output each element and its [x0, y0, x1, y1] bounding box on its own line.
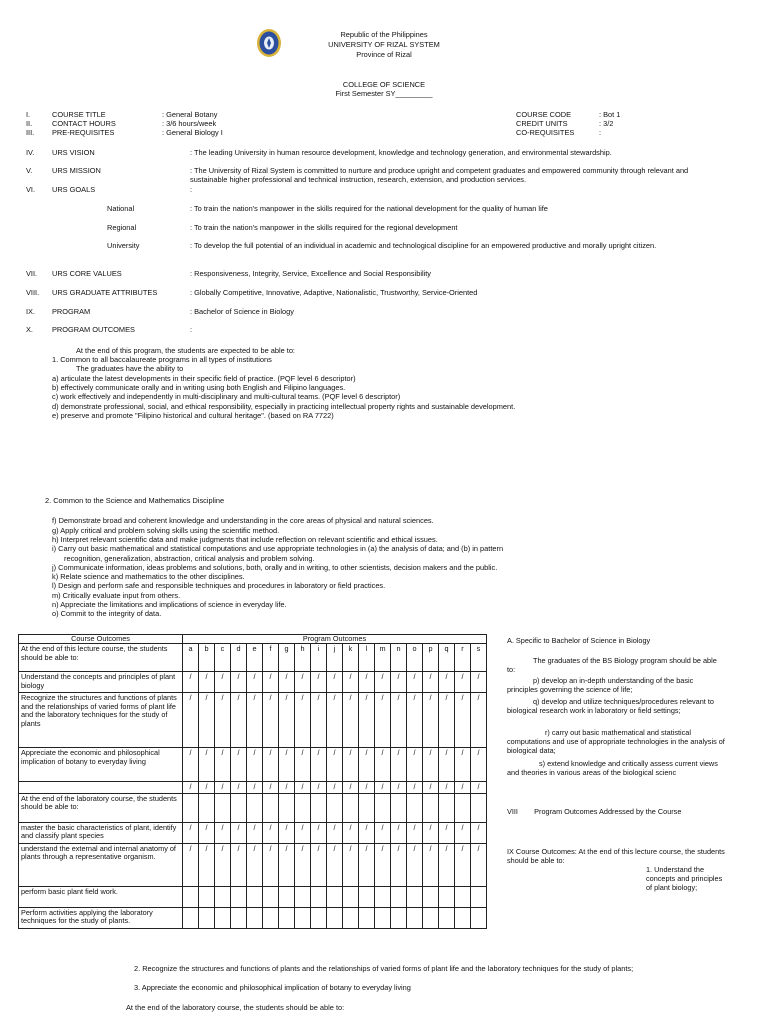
outcome-cell [263, 793, 279, 822]
header-province: Province of Rizal [356, 50, 412, 59]
outcome-cell [231, 886, 247, 907]
goal-national-label: National [107, 204, 135, 213]
outcome-mark: / [391, 782, 407, 793]
section-viii: VIII Program Outcomes Addressed by the Course [507, 807, 682, 816]
vision-label: URS VISION [52, 148, 95, 157]
outcome-mark: / [359, 693, 375, 748]
outcome-mark: / [231, 822, 247, 843]
row-number: II. [26, 119, 33, 128]
program-outcomes-value: : [190, 325, 193, 334]
outcome-mark: / [215, 693, 231, 748]
outcome-mark: / [439, 843, 455, 886]
outcome-item: b) effectively communicate orally and in writing using both English and Filipino languages. [52, 383, 346, 392]
outcome-mark: / [455, 843, 471, 886]
goal-regional-value: : To train the nation's manpower in the skills required for the regional development [190, 223, 458, 232]
outcome-mark: / [247, 843, 263, 886]
program-outcome-letter: j [327, 644, 343, 672]
outcome-mark: / [215, 822, 231, 843]
outcome-mark: / [439, 748, 455, 782]
outcome-mark: / [391, 693, 407, 748]
outcome-cell [359, 886, 375, 907]
outcome-mark: / [375, 693, 391, 748]
program-outcome-letter: o [407, 644, 423, 672]
outcome-mark: / [183, 822, 199, 843]
outcome-mark: / [391, 822, 407, 843]
outcome-mark: / [359, 843, 375, 886]
row-number: IV. [26, 148, 35, 157]
program-outcome-letter: p [423, 644, 439, 672]
outcome-mark: / [247, 822, 263, 843]
outcome-cell [295, 793, 311, 822]
outcome-mark: / [215, 843, 231, 886]
outcome-mark: / [471, 782, 487, 793]
program-outcome-letter: i [311, 644, 327, 672]
outcome-mark: / [295, 672, 311, 693]
outcome-item: f) Demonstrate broad and coherent knowledge and understanding in the core areas of physical and natural sciences. [52, 516, 434, 525]
outcome-mark: / [231, 672, 247, 693]
outcome-mark: / [375, 672, 391, 693]
outcome-mark: / [279, 693, 295, 748]
outcome-item: j) Communicate information, ideas problems and solutions, both, orally and in writing, to other scientists, decision makers and the public. [52, 563, 498, 572]
outcome-mark: / [199, 822, 215, 843]
outcome-mark: / [279, 748, 295, 782]
table-row [19, 748, 487, 782]
row-number: I. [26, 110, 31, 119]
outcome-cell [375, 793, 391, 822]
credit-units-value: : 3/2 [599, 119, 614, 128]
table-row [19, 822, 487, 843]
vision-value: : The leading University in human resource development, knowledge and technology generation, and environmental stewardship. [190, 148, 612, 157]
program-outcomes-label: PROGRAM OUTCOMES [52, 325, 135, 334]
table-row [19, 843, 487, 886]
outcome-cell [327, 886, 343, 907]
outcome-cell [455, 886, 471, 907]
course-outcome-cell: understand the external and internal anatomy of plants through a representative organism. [19, 843, 183, 886]
course-outcomes-table [18, 634, 487, 929]
bs-biology-intro: The graduates of the BS Biology program should be able to: [507, 656, 717, 675]
program-outcome-letter: k [343, 644, 359, 672]
outcome-mark: / [327, 822, 343, 843]
outcome-mark: / [311, 748, 327, 782]
outcome-item: g) Apply critical and problem solving skills using the scientific method. [52, 526, 280, 535]
outcome-mark: / [423, 748, 439, 782]
outcome-cell [375, 907, 391, 928]
contact-hours-label: CONTACT HOURS [52, 119, 116, 128]
outcome-mark: / [327, 672, 343, 693]
outcome-mark: / [327, 748, 343, 782]
outcome-mark: / [311, 843, 327, 886]
program-value: : Bachelor of Science in Biology [190, 307, 294, 316]
outcome-mark: / [391, 843, 407, 886]
bs-biology-heading: A. Specific to Bachelor of Science in Biology [507, 636, 651, 645]
course-outcome-cell: At the end of this lecture course, the students should be able to: [19, 644, 183, 672]
outcome-cell [407, 886, 423, 907]
row-number: VII. [26, 269, 38, 278]
goal-university-label: University [107, 241, 140, 250]
course-outcome-cell: Appreciate the economic and philosophical implication of botany to everyday living [19, 748, 183, 782]
outcome-cell [455, 907, 471, 928]
program-outcome-letter: d [231, 644, 247, 672]
course-title-value: : General Botany [162, 110, 218, 119]
outcome-cell [407, 907, 423, 928]
outcome-mark: / [263, 782, 279, 793]
outcome-mark: / [439, 693, 455, 748]
outcome-mark: / [407, 748, 423, 782]
program-outcome-letter: h [295, 644, 311, 672]
row-number: VI. [26, 185, 36, 194]
outcome-cell [343, 907, 359, 928]
outcome-cell [263, 907, 279, 928]
outcome-mark: / [423, 782, 439, 793]
outcome-cell [439, 886, 455, 907]
course-outcome-1: 1. Understand the concepts and principles of plant biology; [646, 865, 723, 893]
row-number: VIII. [26, 288, 40, 297]
course-code-label: COURSE CODE [516, 110, 572, 119]
row-number: IX. [26, 307, 36, 316]
table-row [19, 907, 487, 928]
outcome-cell [359, 793, 375, 822]
outcome-mark: / [215, 782, 231, 793]
outcomes-intro: At the end of this program, the students are expected to be able to: [76, 346, 295, 355]
outcome-item: m) Critically evaluate input from others. [52, 591, 181, 600]
outcome-cell [215, 907, 231, 928]
program-outcome-letter: a [183, 644, 199, 672]
outcome-mark: / [391, 748, 407, 782]
outcome-item: recognition, generalization, abstraction, critical analysis and problem solving. [64, 554, 315, 563]
outcome-mark: / [183, 782, 199, 793]
outcome-cell [423, 793, 439, 822]
outcome-mark: / [279, 843, 295, 886]
outcome-cell [311, 907, 327, 928]
header-semester: First Semester SY_________ [335, 89, 433, 98]
outcome-cell [439, 793, 455, 822]
outcome-mark: / [231, 693, 247, 748]
row-number: X. [26, 325, 33, 334]
outcome-mark: / [199, 782, 215, 793]
outcome-mark: / [471, 672, 487, 693]
outcome-mark: / [343, 782, 359, 793]
outcome-mark: / [279, 672, 295, 693]
outcome-cell [199, 907, 215, 928]
outcome-mark: / [375, 782, 391, 793]
outcome-mark: / [231, 748, 247, 782]
goal-national-value: : To train the nation's manpower in the skills required for the national development for the quality of human life [190, 204, 548, 213]
outcome-mark: / [247, 782, 263, 793]
outcome-r: r) carry out basic mathematical and statistical computations and use of appropriate technologies in the analysis of biological data; [507, 728, 725, 756]
course-outcome-cell: Recognize the structures and functions of plants and the relationships of varied forms of plant life and the laboratory techniques for the study of plants [19, 693, 183, 748]
outcome-mark: / [231, 782, 247, 793]
outcome-mark: / [327, 843, 343, 886]
outcome-item: i) Carry out basic mathematical and statistical computations and use appropriate technologies in (a) the analysis of data; and (b) in pattern [52, 544, 504, 553]
outcome-mark: / [183, 843, 199, 886]
outcome-item: n) Appreciate the limitations and implications of science in everyday life. [52, 600, 287, 609]
outcome-cell [247, 886, 263, 907]
outcome-mark: / [455, 693, 471, 748]
outcome-mark: / [199, 693, 215, 748]
program-outcome-letter: g [279, 644, 295, 672]
outcome-mark: / [343, 822, 359, 843]
outcome-mark: / [359, 672, 375, 693]
outcome-mark: / [343, 843, 359, 886]
row-number: III. [26, 128, 35, 137]
course-outcome-2: 2. Recognize the structures and functions of plants and the relationships of varied forms of plant life and the laboratory techniques for the study of plants; [134, 964, 634, 973]
outcomes-ability: The graduates have the ability to [76, 364, 184, 373]
outcome-mark: / [471, 843, 487, 886]
outcome-mark: / [199, 672, 215, 693]
outcome-mark: / [295, 843, 311, 886]
outcome-mark: / [455, 672, 471, 693]
outcome-cell [471, 793, 487, 822]
outcome-mark: / [407, 843, 423, 886]
outcome-mark: / [471, 748, 487, 782]
program-outcome-letter: m [375, 644, 391, 672]
header-university: UNIVERSITY OF RIZAL SYSTEM [328, 40, 440, 49]
goals-label: URS GOALS [52, 185, 96, 194]
outcome-cell [343, 793, 359, 822]
outcome-mark: / [343, 693, 359, 748]
outcome-cell [311, 886, 327, 907]
outcome-mark: / [407, 822, 423, 843]
outcome-mark: / [311, 693, 327, 748]
outcome-q: q) develop and utilize techniques/procedures relevant to biological research work in laboratory or field settings; [507, 697, 714, 716]
outcome-mark: / [327, 782, 343, 793]
course-outcome-cell: master the basic characteristics of plant, identify and classify plant species [19, 822, 183, 843]
outcome-mark: / [359, 822, 375, 843]
program-outcome-letter: r [455, 644, 471, 672]
outcome-mark: / [263, 748, 279, 782]
outcome-cell [295, 886, 311, 907]
outcome-item: o) Commit to the integrity of data. [52, 609, 162, 618]
outcome-cell [279, 886, 295, 907]
outcome-cell [311, 793, 327, 822]
outcome-cell [279, 793, 295, 822]
outcome-mark: / [263, 843, 279, 886]
row-number: V. [26, 166, 33, 175]
outcome-mark: / [263, 672, 279, 693]
outcome-cell [423, 886, 439, 907]
outcome-mark: / [279, 822, 295, 843]
program-outcome-letter: n [391, 644, 407, 672]
outcome-cell [391, 886, 407, 907]
corequisites-value: : [599, 128, 602, 137]
course-outcome-cell: Perform activities applying the laboratory techniques for the study of plants. [19, 907, 183, 928]
outcome-mark: / [455, 748, 471, 782]
corequisites-label: CO-REQUISITES [516, 128, 575, 137]
outcome-mark: / [439, 672, 455, 693]
outcome-item: a) articulate the latest developments in their specific field of practice. (PQF level 6 descriptor) [52, 374, 356, 383]
outcome-cell [471, 907, 487, 928]
outcome-cell [439, 907, 455, 928]
outcome-mark: / [183, 693, 199, 748]
course-outcome-cell: perform basic plant field work. [19, 886, 183, 907]
outcome-cell [391, 907, 407, 928]
outcome-cell [279, 907, 295, 928]
outcome-item: l) Design and perform safe and responsible techniques and procedures in laboratory or field practices. [52, 581, 386, 590]
outcome-item: h) Interpret relevant scientific data and make judgments that include reflection on relevant scientific and ethical issues. [52, 535, 438, 544]
outcome-mark: / [247, 693, 263, 748]
table-row [19, 672, 487, 693]
table-row [19, 644, 487, 672]
program-outcomes-header: Program Outcomes [183, 635, 487, 644]
outcome-mark: / [407, 782, 423, 793]
outcome-cell [183, 793, 199, 822]
outcome-item: k) Relate science and mathematics to the other disciplines. [52, 572, 245, 581]
outcome-mark: / [439, 782, 455, 793]
outcome-cell [391, 793, 407, 822]
outcome-mark: / [183, 672, 199, 693]
outcome-item: e) preserve and promote "Filipino historical and cultural heritage". (based on RA 7722) [52, 411, 334, 420]
program-outcome-letter: l [359, 644, 375, 672]
section-ix: IX Course Outcomes: At the end of this lecture course, the students should be able to: [507, 847, 725, 866]
outcome-mark: / [455, 822, 471, 843]
table-row [19, 793, 487, 822]
outcome-mark: / [343, 748, 359, 782]
outcome-mark: / [375, 748, 391, 782]
outcome-mark: / [231, 843, 247, 886]
course-title-label: COURSE TITLE [52, 110, 106, 119]
header-college: COLLEGE OF SCIENCE [342, 80, 426, 89]
outcome-mark: / [423, 693, 439, 748]
graduate-attributes-label: URS GRADUATE ATTRIBUTES [52, 288, 158, 297]
outcome-mark: / [215, 748, 231, 782]
program-outcome-letter: q [439, 644, 455, 672]
core-values-label: URS CORE VALUES [52, 269, 122, 278]
outcomes-science-heading: 2. Common to the Science and Mathematics Discipline [45, 496, 225, 505]
outcome-mark: / [311, 782, 327, 793]
outcome-mark: / [199, 843, 215, 886]
outcome-mark: / [359, 748, 375, 782]
outcome-cell [471, 886, 487, 907]
goal-university-value: : To develop the full potential of an individual in academic and technological discipline for an empowered productive and morally upright citizen. [190, 241, 657, 250]
mission-value: : The University of Rizal System is committed to nurture and produce upright and competent graduates and empowered community through relevant and sustainable higher professional and technical instruction, research, extension, and production services. [190, 166, 689, 184]
outcome-p: p) develop an in-depth understanding of the basic principles governing the science of life; [507, 676, 694, 695]
outcome-mark: / [183, 748, 199, 782]
program-outcome-letter: c [215, 644, 231, 672]
outcome-mark: / [423, 822, 439, 843]
outcome-mark: / [247, 748, 263, 782]
program-label: PROGRAM [52, 307, 91, 316]
program-outcome-letter: s [471, 644, 487, 672]
core-values-value: : Responsiveness, Integrity, Service, Excellence and Social Responsibility [190, 269, 431, 278]
outcome-mark: / [295, 822, 311, 843]
outcome-cell [295, 907, 311, 928]
prerequisites-value: : General Biology I [162, 128, 223, 137]
outcome-mark: / [295, 748, 311, 782]
goal-regional-label: Regional [107, 223, 137, 232]
table-row [19, 886, 487, 907]
outcome-mark: / [215, 672, 231, 693]
lab-outcomes-intro: At the end of the laboratory course, the students should be able to: [126, 1003, 345, 1012]
outcome-mark: / [295, 782, 311, 793]
goals-value: : [190, 185, 193, 194]
outcome-mark: / [263, 693, 279, 748]
course-outcome-cell: At the end of the laboratory course, the students should be able to: [19, 793, 183, 822]
outcome-s: s) extend knowledge and critically assess current views and theories in various areas of the biological scienc [507, 759, 718, 778]
course-code-value: : Bot 1 [599, 110, 621, 119]
outcome-mark: / [439, 822, 455, 843]
table-row [19, 782, 487, 793]
table-row [19, 693, 487, 748]
outcome-mark: / [247, 672, 263, 693]
course-outcome-cell [19, 782, 183, 793]
outcome-cell [199, 793, 215, 822]
outcome-cell [247, 793, 263, 822]
outcome-cell [215, 793, 231, 822]
outcome-mark: / [375, 843, 391, 886]
outcome-cell [343, 886, 359, 907]
contact-hours-value: : 3/6 hours/week [162, 119, 217, 128]
prerequisites-label: PRE-REQUISITES [52, 128, 115, 137]
outcome-mark: / [295, 693, 311, 748]
outcome-mark: / [359, 782, 375, 793]
outcome-cell [215, 886, 231, 907]
outcome-cell [359, 907, 375, 928]
outcome-item: d) demonstrate professional, social, and ethical responsibility, especially in practicing intellectual property rights and sustainable development. [52, 402, 516, 411]
program-outcome-letter: f [263, 644, 279, 672]
course-outcome-3: 3. Appreciate the economic and philosophical implication of botany to everyday living [134, 983, 411, 992]
outcome-item: c) work effectively and independently in multi-disciplinary and multi-cultural teams. (PQF level 6 descriptor) [52, 392, 401, 401]
mission-label: URS MISSION [52, 166, 101, 175]
outcome-mark: / [343, 672, 359, 693]
outcome-cell [375, 886, 391, 907]
outcome-mark: / [407, 693, 423, 748]
outcomes-common-heading: 1. Common to all baccalaureate programs in all types of institutions [52, 355, 272, 364]
outcome-cell [247, 907, 263, 928]
outcome-mark: / [311, 672, 327, 693]
outcome-cell [263, 886, 279, 907]
outcome-mark: / [407, 672, 423, 693]
graduate-attributes-value: : Globally Competitive, Innovative, Adaptive, Nationalistic, Trustworthy, Service-Oriented [190, 288, 478, 297]
course-outcome-cell: Understand the concepts and principles of plant biology [19, 672, 183, 693]
outcome-cell [183, 907, 199, 928]
outcome-mark: / [199, 748, 215, 782]
outcome-mark: / [423, 843, 439, 886]
outcome-mark: / [279, 782, 295, 793]
outcome-cell [199, 886, 215, 907]
outcome-cell [407, 793, 423, 822]
outcome-mark: / [375, 822, 391, 843]
outcome-mark: / [327, 693, 343, 748]
outcome-mark: / [263, 822, 279, 843]
outcome-cell [231, 907, 247, 928]
course-outcomes-header: Course Outcomes [19, 635, 183, 644]
outcome-mark: / [311, 822, 327, 843]
outcome-mark: / [471, 822, 487, 843]
outcome-cell [327, 793, 343, 822]
outcome-cell [231, 793, 247, 822]
outcome-cell [327, 907, 343, 928]
outcome-mark: / [471, 693, 487, 748]
outcome-mark: / [391, 672, 407, 693]
program-outcome-letter: e [247, 644, 263, 672]
outcome-mark: / [455, 782, 471, 793]
outcome-cell [455, 793, 471, 822]
outcome-cell [183, 886, 199, 907]
outcome-cell [423, 907, 439, 928]
table-header-row [19, 635, 487, 644]
outcome-mark: / [423, 672, 439, 693]
credit-units-label: CREDIT UNITS [516, 119, 568, 128]
header-republic: Republic of the Philippines [340, 30, 428, 39]
program-outcome-letter: b [199, 644, 215, 672]
